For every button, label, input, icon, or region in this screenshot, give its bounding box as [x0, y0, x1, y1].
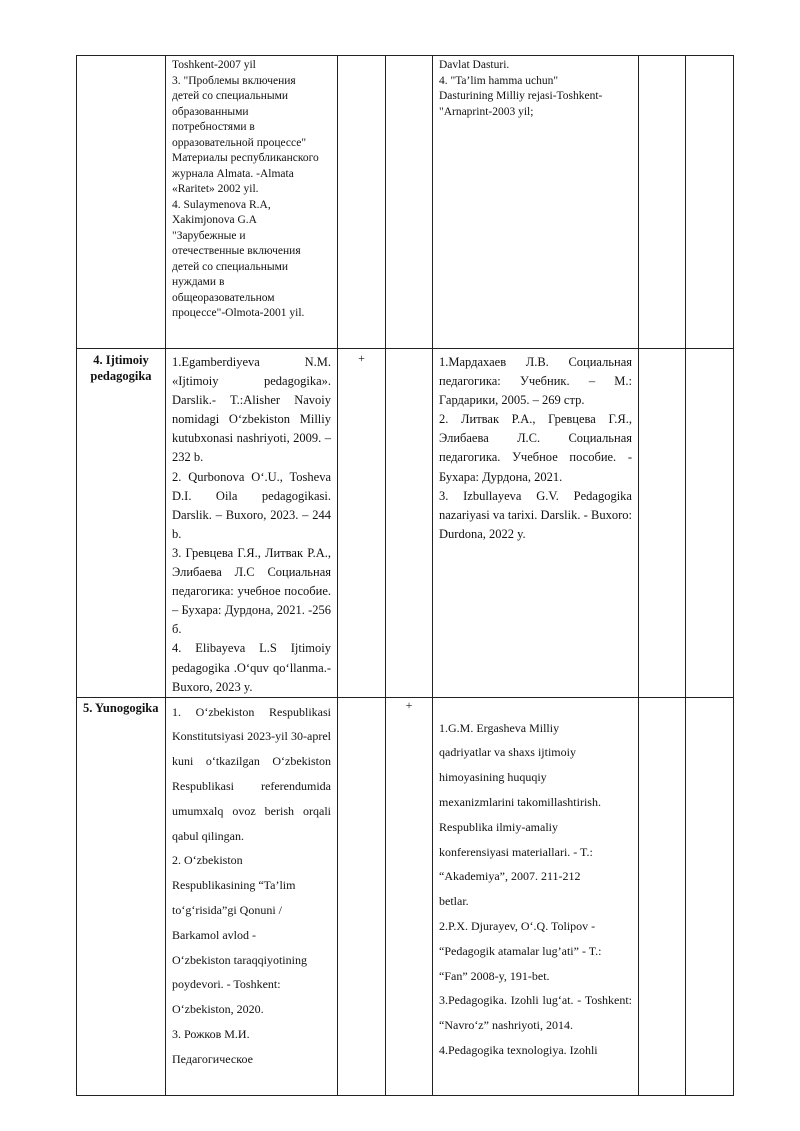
list-item: "Зарубежные и — [172, 229, 246, 242]
subject-cell — [77, 349, 166, 698]
list-item: Материалы республиканского — [172, 152, 319, 164]
list-item: «Raritet» 2002 yil. — [172, 183, 259, 195]
plus-mark: + — [358, 351, 365, 365]
subject-title: 4. Ijtimoiy pedagogika — [90, 353, 152, 383]
list-item: орразовательной процессе" — [172, 136, 307, 149]
empty-cell — [686, 56, 734, 349]
list-item: to‘g‘risida”gi Qonuni / — [172, 903, 282, 918]
list-item: потребностями в — [172, 121, 255, 133]
list-item: отечественные включения — [172, 245, 301, 257]
list-item: 2. Литвак Р.А., Гревцева Г.Я., Элибаева Л.С. Социальная педагогика. Учебное пособие. - Бухара: Дурдона, 2021. — [439, 412, 632, 484]
additional-literature-cell — [433, 697, 639, 1095]
list-item: himoyasining huquqiy — [439, 770, 547, 785]
list-item: Davlat Dasturi. — [439, 59, 510, 71]
list-item: 1.G.M. Ergasheva Milliy — [439, 720, 560, 735]
list-item: Xakimjonova G.A — [172, 214, 257, 226]
table-row — [77, 349, 734, 698]
list-item: общеоразовательном — [172, 291, 275, 304]
list-item: poydevori. - Toshkent: — [172, 977, 281, 992]
list-item: 4. Sulaymenova R.A, — [172, 198, 271, 211]
mark-cell — [338, 697, 386, 1095]
list-item: konferensiyasi materiallari. - T.: — [439, 844, 593, 859]
mark-cell — [386, 349, 433, 698]
list-item: 2. O‘zbekiston — [172, 853, 243, 868]
main-literature-cell — [166, 56, 338, 349]
list-item: “Fan” 2008-y, 191-bet. — [439, 968, 550, 983]
list-item: 1.Мардахаев Л.В. Социальная педагогика: Учебник. – М.: Гардарики, 2005. – 269 стр. — [439, 355, 632, 408]
list-item: “Akademiya”, 2007. 211-212 — [439, 869, 581, 884]
list-item: Dasturining Milliy rejasi-Toshkent- — [439, 90, 603, 102]
list-item: Respublika ilmiy-amaliy — [439, 819, 558, 834]
subject-cell — [77, 56, 166, 349]
empty-cell — [639, 56, 686, 349]
list-item: 3.Pedagogika. Izohli lug‘at. - Toshkent: “Navro‘z” nashriyoti, 2014. — [439, 993, 632, 1033]
subject-title: 5. Yunogogika — [83, 700, 159, 715]
list-item: 3. Гревцева Г.Я., Литвак Р.А., Элибаева Л.С Социальная педагогика: учебное пособие. – Бухара: Дурдона, 2021. -256 б. — [172, 545, 331, 637]
list-item: "Arnaprint-2003 yil; — [439, 105, 534, 118]
list-item: mexanizmlarini takomillashtirish. — [439, 795, 601, 810]
empty-cell — [686, 349, 734, 698]
plus-mark: + — [405, 697, 413, 712]
list-item: 1.Egamberdiyeva N.M. «Ijtimoiy pedagogika». Darslik.- T.:Alisher Navoiy nomidagi O‘zbekiston Milliy kutubxonasi nashriyoti, 2009. – 232 b. — [172, 355, 331, 465]
list-item: журнала Almata. -Almata — [172, 167, 294, 180]
empty-cell — [639, 697, 686, 1095]
list-item: нуждами в — [172, 276, 225, 288]
literature-table — [76, 55, 734, 1096]
list-item: 4. Elibayeva L.S Ijtimoiy pedagogika .O‘quv qo‘llanma.-Buxoro, 2023 y. — [172, 641, 331, 694]
list-item: “Pedagogik atamalar lug’ati” - T.: — [439, 943, 602, 958]
table-row — [77, 697, 734, 1095]
empty-cell — [639, 349, 686, 698]
list-item: 3. "Проблемы включения — [172, 74, 296, 87]
list-item: процессе"-Olmota-2001 yil. — [172, 307, 305, 319]
list-item: 3. Рожков М.И. — [172, 1027, 250, 1042]
list-item: детей со специальными — [172, 90, 289, 102]
mark-cell — [386, 56, 433, 349]
mark-cell — [338, 349, 386, 698]
list-item: 2.P.X. Djurayev, O‘.Q. Tolipov - — [439, 919, 596, 934]
list-item: Respublikasining “Ta’lim — [172, 878, 296, 893]
list-item: 3. Izbullayeva G.V. Pedagogika nazariyasi va tarixi. Darslik. - Buxoro: Durdona, 2022 y. — [439, 488, 632, 541]
list-item: 4.Pedagogika texnologiya. Izohli — [439, 1043, 598, 1058]
list-item: O‘zbekiston taraqqiyotining — [172, 952, 307, 967]
empty-cell — [686, 697, 734, 1095]
list-item: Педагогическое — [172, 1051, 253, 1066]
list-item: 4. "Ta’lim hamma uchun" — [439, 74, 559, 87]
list-item: O‘zbekiston, 2020. — [172, 1002, 264, 1017]
list-item: qadriyatlar va shaxs ijtimoiy — [439, 745, 576, 760]
main-literature-cell — [166, 697, 338, 1095]
main-literature-cell — [166, 349, 338, 698]
additional-literature-cell — [433, 56, 639, 349]
table-row — [77, 56, 734, 349]
list-item: Barkamol avlod - — [172, 927, 256, 942]
additional-literature-cell — [433, 349, 639, 698]
list-item: детей со специальными — [172, 260, 289, 273]
subject-cell — [77, 697, 166, 1095]
mark-cell — [338, 56, 386, 349]
list-item: 2. Qurbonova O‘.U., Tosheva D.I. Oila pedagogikasi. Darslik. – Buxoro, 2023. – 244 b. — [172, 469, 331, 541]
list-item: betlar. — [439, 894, 469, 909]
list-item: 1. O‘zbekiston Respublikasi Konstitutsiyasi 2023-yil 30-aprel kuni o‘tkazilgan O‘zbekiston Respublikasi referendumida umumxalq ovoz berish orqali qabul qilingan. — [172, 704, 331, 843]
list-item: образованными — [172, 105, 249, 118]
list-item: Toshkent-2007 yil — [172, 59, 256, 71]
mark-cell — [386, 697, 433, 1095]
